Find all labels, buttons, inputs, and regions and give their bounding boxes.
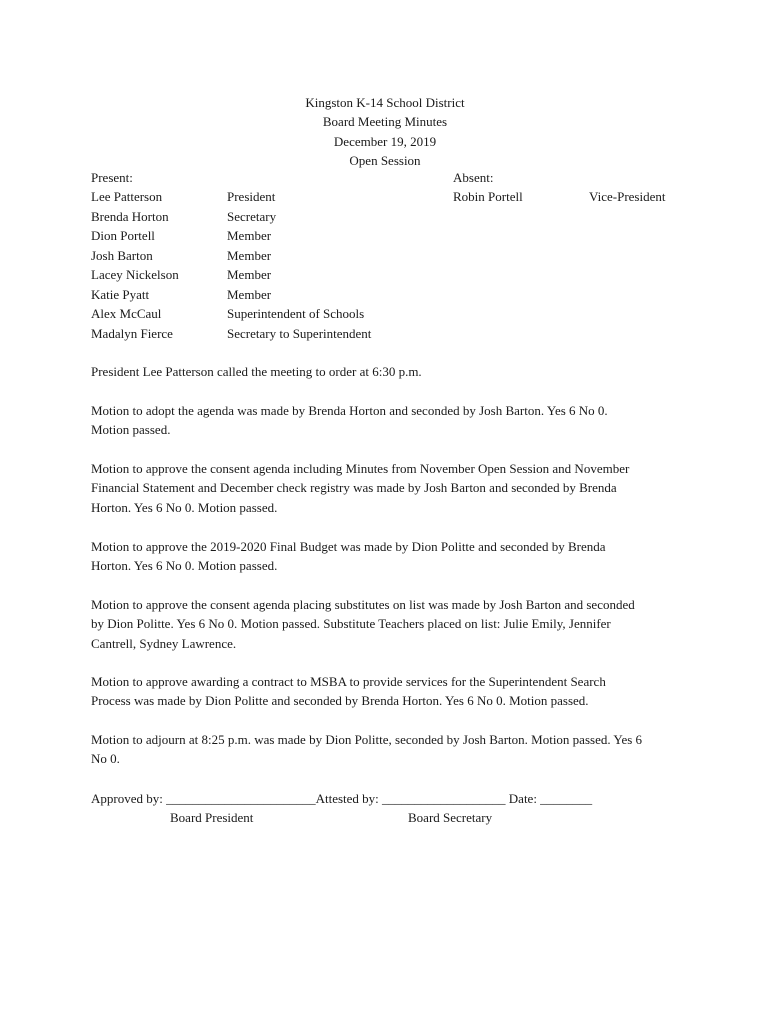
paragraph-line: Motion to approve the consent agenda including Minutes from November Open Session and November	[91, 461, 630, 476]
paragraph-line: Motion to adopt the agenda was made by Brenda Horton and seconded by Josh Barton. Yes 6 No 0.	[91, 403, 608, 418]
paragraph-line: by Dion Politte. Yes 6 No 0. Motion passed. Substitute Teachers placed on list: Julie Emily, Jennifer	[91, 616, 611, 632]
present-member-name: Lee Patterson	[91, 189, 163, 204]
present-member-role: Secretary to Superintendent	[227, 325, 372, 341]
present-member-role: Superintendent of Schools	[227, 306, 365, 321]
present-member-role: Member	[227, 286, 272, 302]
paragraph-line: Cantrell, Sydney Lawrence.	[91, 635, 237, 651]
present-member-role: Member	[227, 228, 272, 243]
present-member-name: Alex McCaul	[91, 306, 162, 321]
absent-member-name: Robin Portell	[453, 189, 523, 204]
paragraph-line: Horton. Yes 6 No 0. Motion passed.	[91, 558, 278, 574]
board-president-label: Board President	[170, 810, 254, 825]
present-member-name: Madalyn Fierce	[91, 325, 173, 341]
paragraph-line: Process was made by Dion Politte and seconded by Brenda Horton. Yes 6 No 0. Motion passed.	[91, 693, 589, 709]
meeting-date: December 19, 2019	[333, 133, 437, 149]
paragraph-line: No 0.	[91, 751, 120, 767]
present-label: Present:	[91, 170, 133, 185]
minutes-paragraph-substitutes	[91, 595, 691, 653]
minutes-paragraph-msba-contract	[91, 672, 691, 711]
present-member-name: Dion Portell	[91, 228, 155, 243]
present-member-name: Josh Barton	[91, 247, 153, 263]
paragraph-line: President Lee Patterson called the meeting to order at 6:30 p.m.	[91, 364, 422, 379]
session-type: Open Session	[349, 153, 421, 169]
paragraph-line: Financial Statement and December check registry was made by Josh Barton and seconded by Brenda	[91, 480, 617, 496]
present-member-role: Member	[227, 267, 272, 282]
paragraph-line: Motion to approve the consent agenda placing substitutes on list was made by Josh Barton and seconded	[91, 597, 635, 612]
board-secretary-label: Board Secretary	[408, 810, 493, 825]
document-title: Board Meeting Minutes	[322, 114, 448, 130]
paragraph-line: Horton. Yes 6 No 0. Motion passed.	[91, 499, 278, 515]
present-member-name: Lacey Nickelson	[91, 267, 179, 282]
signature-line: Approved by: _______________________Attested by: ___________________ Date: ________	[91, 791, 593, 806]
paragraph-line: Motion passed.	[91, 422, 171, 438]
present-member-name: Brenda Horton	[91, 208, 169, 224]
district-name: Kingston K-14 School District	[305, 95, 465, 110]
paragraph-line: Motion to adjourn at 8:25 p.m. was made by Dion Politte, seconded by Josh Barton. Motion passed. Yes 6	[91, 732, 643, 747]
minutes-paragraph-final-budget	[91, 537, 691, 576]
present-member-role: Secretary	[227, 208, 277, 224]
present-member-role: President	[227, 189, 276, 204]
absent-member-role: Vice-President	[589, 189, 666, 204]
minutes-paragraph-call-to-order	[91, 362, 691, 381]
absent-label: Absent:	[453, 170, 494, 185]
minutes-paragraph-consent-agenda	[91, 459, 691, 517]
minutes-paragraph-adjourn	[91, 730, 691, 769]
present-member-name: Katie Pyatt	[91, 286, 150, 302]
present-member-role: Member	[227, 247, 272, 263]
paragraph-line: Motion to approve the 2019-2020 Final Budget was made by Dion Politte and seconded by Brenda	[91, 539, 606, 554]
document-header	[0, 93, 770, 171]
minutes-paragraph-adopt-agenda	[91, 401, 691, 440]
paragraph-line: Motion to approve awarding a contract to MSBA to provide services for the Superintendent Search	[91, 674, 606, 689]
